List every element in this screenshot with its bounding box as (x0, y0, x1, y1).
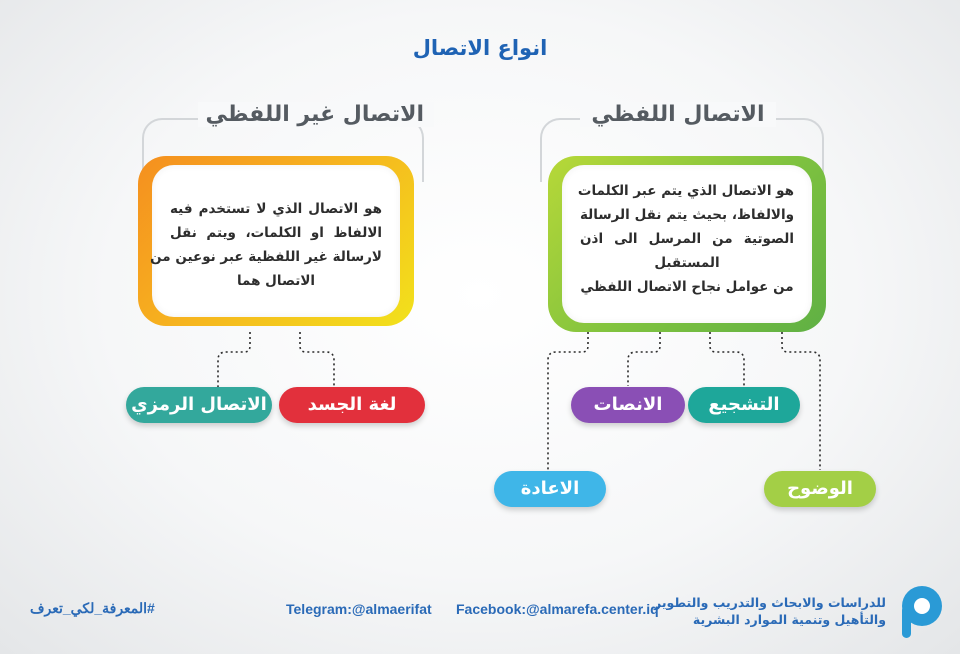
nonverbal-description-line: الالفاظ او الكلمات، ويتم نقل (170, 225, 382, 241)
facebook-handle: Facebook:@almarefa.center.iq (456, 601, 659, 617)
connector-encouragement (710, 332, 744, 386)
factor-listening-pill: الانصات (571, 387, 685, 423)
page-title: انواع الاتصال (412, 36, 548, 60)
nonverbal-heading: الاتصال غير اللفظي (198, 102, 434, 127)
org-name-line-2: والتأهيل وتنمية الموارد البشرية (692, 612, 886, 627)
telegram-handle: Telegram:@almaerifat (286, 601, 432, 617)
connector-symbolic (218, 332, 250, 390)
connector-listening (628, 332, 660, 386)
verbal-description-line: الصوتية من المرسل الى اذن (580, 231, 794, 247)
factor-repetition-pill: الاعادة (494, 471, 606, 507)
verbal-heading: الاتصال اللفظي (580, 102, 776, 127)
almarefa-logo-icon (895, 582, 945, 640)
factor-clarity-pill: الوضوح (764, 471, 876, 507)
type-symbolic-pill: الاتصال الرمزي (126, 387, 272, 423)
type-body-language-pill: لغة الجسد (279, 387, 425, 423)
nonverbal-description-line: هو الاتصال الذي لا تستخدم فيه (170, 201, 382, 217)
org-name-line-1: للدراسات والابحاث والتدريب والتطوير (654, 595, 886, 610)
org-name (654, 594, 886, 628)
verbal-description-line: هو الاتصال الذي يتم عبر الكلمات (577, 183, 794, 199)
hashtag: #المعرفة_لكي_تعرف (30, 600, 155, 616)
verbal-description-line: من عوامل نجاح الاتصال اللفظي (580, 279, 794, 295)
factor-encouragement-pill: التشجيع (688, 387, 800, 423)
verbal-description-line: المستقبل (654, 255, 720, 271)
verbal-description-line: والالفاظ، بحيث يتم نقل الرسالة (580, 207, 794, 223)
connector-body-language (300, 332, 334, 390)
nonverbal-description-line: لارسالة غير اللفظية عبر نوعين من (150, 249, 382, 265)
nonverbal-description-line: الاتصال هما (236, 273, 315, 289)
